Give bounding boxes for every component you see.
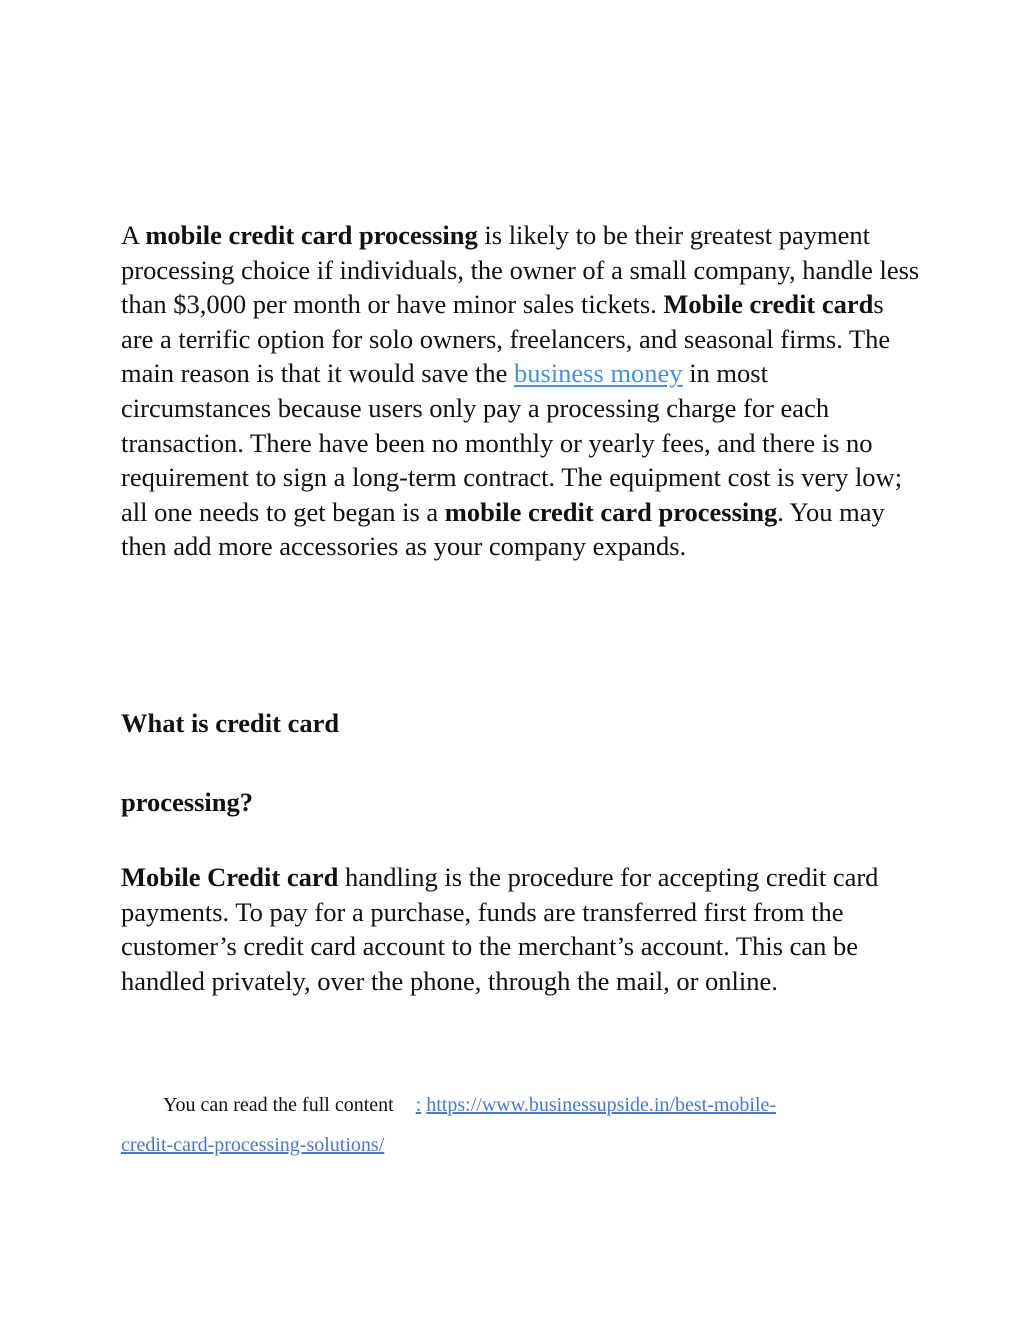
read-more-intro: You can read the full content (163, 1094, 394, 1116)
intro-text-5: . You may then add more accessories as your company expands. (121, 496, 885, 562)
intro-bold-2: Mobile credit card (663, 289, 874, 320)
business-money-link[interactable]: business money (514, 358, 683, 389)
intro-paragraph (121, 218, 921, 564)
section-heading-line-2: processing? (121, 787, 254, 817)
intro-bold-1: mobile credit card processing (145, 220, 478, 250)
read-more-line (121, 1085, 921, 1165)
intro-text-1: A (121, 220, 146, 250)
handling-bold-1: Mobile Credit card (121, 862, 339, 892)
read-more-colon: : (415, 1094, 422, 1116)
intro-text-4: in most circumstances because users only pay a processing charge for each transaction. There have been no monthly or yearly fees, and there is no requirement to sign a long-term contract. The equipment cost is very low; all one needs to get began is a (121, 358, 903, 527)
intro-text-3: s are a terrific option for solo owners, freelancers, and seasonal firms. The main reason is that it would save the (121, 289, 891, 389)
intro-text-2: is likely to be their greatest payment processing choice if individuals, the owner of a small company, handle less than $3,000 per month or have minor sales tickets. (121, 220, 920, 320)
source-url-line-1: https://www.businessupside.in/best-mobile- (426, 1094, 777, 1116)
intro-bold-3: mobile credit card processing (444, 496, 778, 527)
handling-paragraph (121, 860, 921, 998)
source-url-line-2: credit-card-processing-solutions/ (121, 1134, 385, 1156)
section-heading-line-1: What is credit card (121, 708, 340, 738)
handling-text-1: handling is the procedure for accepting credit card payments. To pay for a purchase, funds are transferred first from the customer’s credit card account to the merchant’s account. This can be handled privately, over the phone, through the mail, or online. (121, 862, 879, 996)
